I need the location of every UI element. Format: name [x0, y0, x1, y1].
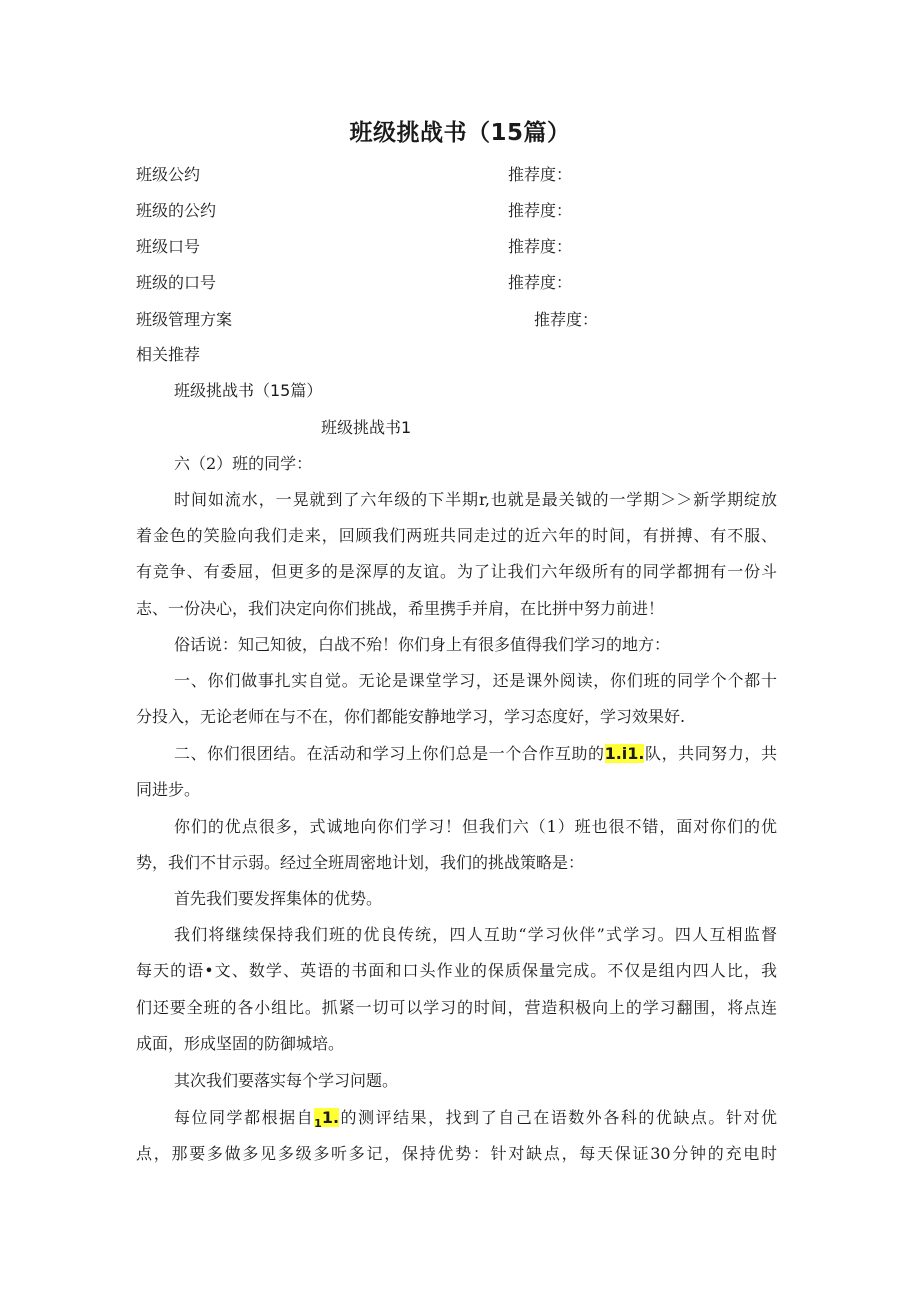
- paragraph-text: 的测评结果，找到了自己在语数外各科的优缺点。针对优: [339, 1108, 777, 1127]
- paragraph-line: [174, 1106, 777, 1136]
- highlight-subscript: 1: [314, 1117, 322, 1130]
- paragraph-line: 我们将继续保持我们班的优良传统，四人互助“学习伙伴”式学习。四人互相监督: [174, 925, 777, 944]
- toc-item-name: 班级的口号: [136, 273, 217, 292]
- paragraph-line: 们还要全班的各小组比。抓紧一切可以学习的时间，营造积极向上的学习翻围，将点连: [136, 998, 777, 1017]
- highlighted-text: 1.i1.: [604, 744, 645, 763]
- section-title: 班级挑战书1: [321, 418, 412, 437]
- paragraph-text: 二、你们很团结。在活动和学习上你们总是一个合作互助的: [174, 744, 605, 763]
- paragraph-line: 着金色的笑脸向我们走来，回顾我们两班共同走过的近六年的时间，有拼搏、有不服、: [136, 526, 777, 545]
- paragraph-line: 有竞争、有委屈，但更多的是深厚的友谊。为了让我们六年级所有的同学都拥有一份斗: [136, 562, 777, 581]
- toc-item-name: 班级公约: [136, 165, 201, 184]
- paragraph-line: 你们的优点很多，式诚地向你们学习！但我们六（1）班也很不错，面对你们的优: [174, 817, 777, 836]
- paragraph-text: 队，共同努力，共: [644, 744, 777, 763]
- paragraph-line: 同进步。: [136, 780, 201, 799]
- toc-item[interactable]: [136, 163, 836, 187]
- related-heading: 相关推荐: [136, 345, 201, 364]
- toc-item-name: 班级管理方案: [136, 310, 233, 329]
- highlighted-text: [314, 1108, 340, 1130]
- toc-item-recommend: 推荐度：: [508, 201, 573, 220]
- subtitle: 班级挑战书（15篇）: [174, 381, 323, 400]
- highlight-main: 1.: [321, 1108, 340, 1127]
- toc-item[interactable]: [136, 199, 836, 223]
- toc-item-recommend: 推荐度：: [508, 273, 573, 292]
- salutation: 六（2）班的同学：: [174, 454, 313, 473]
- paragraph-line: 点，那要多做多见多级多听多记，保持优势：针对缺点，每天保证30分钟的充电时: [136, 1144, 777, 1163]
- toc-item-name: 班级的公约: [136, 201, 217, 220]
- toc-item-recommend: 推荐度：: [508, 237, 573, 256]
- paragraph-line: 志、一份决心，我们决定向你们挑战，希里携手并肩，在比拼中努力前进！: [136, 599, 665, 618]
- paragraph-line: [174, 742, 777, 766]
- toc-item-recommend: 推荐度：: [508, 165, 573, 184]
- paragraph-text: 每位同学都根据自: [174, 1108, 315, 1127]
- paragraph-line: 一、你们做事扎实自觉。无论是课堂学习，还是课外阅读，你们班的同学个个都十: [174, 671, 777, 690]
- toc-item[interactable]: [136, 271, 836, 295]
- paragraph-line: 分投入，无论老师在与不在，你们都能安静地学习，学习态度好，学习效果好.: [136, 707, 686, 726]
- document-title: 班级挑战书（15篇）: [349, 120, 571, 146]
- toc-item[interactable]: [136, 308, 836, 332]
- toc-item-recommend: 推荐度：: [534, 310, 599, 329]
- paragraph-line: 时间如流水，一晃就到了六年级的下半期r,也就是最关钺的一学期＞＞新学期绽放: [174, 490, 777, 509]
- toc-item[interactable]: [136, 235, 836, 259]
- paragraph-line: 其次我们要落实每个学习问题。: [174, 1071, 399, 1090]
- paragraph-line: 首先我们要发挥集体的优势。: [174, 889, 383, 908]
- paragraph-line: 每天的语•文、数学、英语的书面和口头作业的保质保量完成。不仅是组内四人比，我: [136, 961, 777, 980]
- toc-item-name: 班级口号: [136, 237, 201, 256]
- paragraph-line: 势，我们不甘示弱。经过全班周密地计划，我们的挑战策略是：: [136, 853, 585, 872]
- paragraph-line: 成面，形成坚固的防御城培。: [136, 1034, 345, 1053]
- paragraph-line: 俗话说：知己知彼，白战不殆！你们身上有很多值得我们学习的地方：: [174, 635, 671, 654]
